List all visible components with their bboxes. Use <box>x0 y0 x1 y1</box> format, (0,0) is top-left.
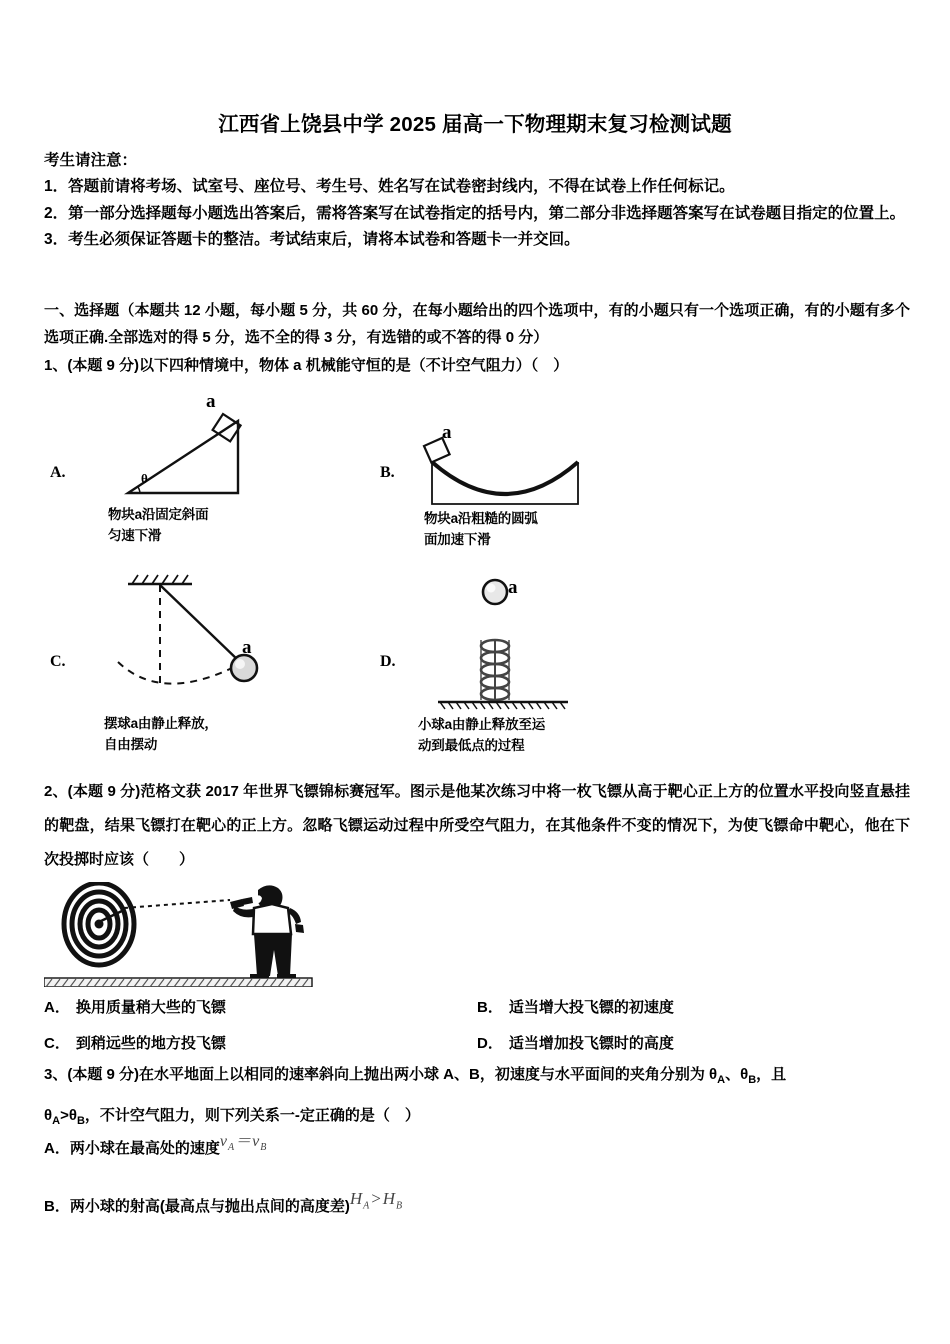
question-3-number: 3、 <box>44 1066 68 1083</box>
question-3-line2-part3: ，不计空气阻力，则下列关系一-定正确的是（ ） <box>84 1107 420 1124</box>
question-3-line2-part2: >θ <box>60 1107 77 1124</box>
notice-item-3: 3．考生必须保证答题卡的整洁。考试结束后，请将本试卷和答题卡一并交回。 <box>44 231 580 248</box>
question-3-option-b-formula <box>349 1189 404 1212</box>
question-3-sub-b: B <box>748 1074 757 1086</box>
question-3-line2-part1: θ <box>44 1107 53 1124</box>
question-2-option-d-text: 适当增加投飞镖时的高度 <box>508 1035 674 1052</box>
question-3-option-a-label: A． <box>44 1140 70 1157</box>
figure-d-caption-line1: 小球a由静止释放至运 <box>418 717 546 732</box>
formula-b-sub2: B <box>396 1200 404 1212</box>
figure-a-caption-line2: 匀速下滑 <box>108 528 162 543</box>
question-1-number: 1、 <box>44 357 68 374</box>
formula-b-sub1: A <box>363 1200 371 1212</box>
question-3-stem-line-1 <box>44 1057 910 1098</box>
figure-b-caption <box>424 508 538 550</box>
question-3-text-part3: ，且 <box>756 1066 787 1083</box>
question-2-block <box>44 775 910 877</box>
formula-b-h1: H <box>349 1189 364 1208</box>
question-3-text-part2: 、θ <box>725 1066 749 1083</box>
question-2-option-a-text: 换用质量稍大些的飞镖 <box>75 999 226 1016</box>
formula-b-h2: H <box>382 1189 396 1208</box>
question-3-line2-sub-b: B <box>76 1115 85 1127</box>
figure-b-object-label: a <box>442 422 452 443</box>
formula-b-rel: > <box>370 1189 383 1208</box>
formula-a-v1: v <box>219 1133 228 1150</box>
question-1-figure-d <box>0 570 950 760</box>
question-2-option-c-text: 到稍远些的地方投飞镖 <box>75 1035 226 1052</box>
section-heading: 一、选择题（本题共 12 小题，每小题 5 分，共 60 分，在每小题给出的四个选项中，有的小题只有一个选项正确，有的小题有多个选项正确.全部选对的得 5 分，选不全的得 3 分，有选错的或不答的得 0 分） <box>44 302 910 346</box>
question-2-option-b-text: 适当增大投飞镖的初速度 <box>508 999 674 1016</box>
question-2-option-b[interactable] <box>477 990 910 1026</box>
formula-a-sub1: A <box>227 1142 236 1154</box>
figure-b-caption-line1: 物块a沿粗糙的圆弧 <box>424 511 538 526</box>
notice-item-2: 2．第一部分选择题每小题选出答案后，需将答案写在试卷指定的括号内，第二部分非选择题答案写在试卷题目指定的位置上。 <box>44 204 906 222</box>
question-2-options <box>44 990 910 1062</box>
question-2-option-d-label: D． <box>477 1035 503 1052</box>
figure-c-caption-line1: 摆球a由静止释放， <box>104 716 218 731</box>
question-2-number: 2、 <box>44 783 68 800</box>
figure-d-letter: D. <box>380 653 396 670</box>
figure-b-caption-line2: 面加速下滑 <box>424 532 491 547</box>
figure-c-caption-line2: 自由摆动 <box>104 737 158 752</box>
formula-a-sub2: B <box>260 1142 268 1154</box>
question-1-text: 以下四种情境中，物体 a 机械能守恒的是（不计空气阻力）（ ） <box>139 357 569 374</box>
formula-a-rel: ＝ <box>235 1133 253 1150</box>
question-3-line2-sub-a: A <box>52 1115 61 1127</box>
dart-throwing-illustration <box>44 882 334 987</box>
figure-a-object-label: a <box>206 391 216 412</box>
question-3-option-b-label: B． <box>44 1198 70 1215</box>
question-2-option-row-1 <box>44 990 910 1026</box>
question-2-figure <box>0 882 950 987</box>
question-2-stem <box>44 775 910 877</box>
question-1-points: (本题 9 分) <box>67 357 140 374</box>
figure-b-letter: B. <box>380 464 395 481</box>
figure-c-object-label: a <box>242 637 252 658</box>
question-3-sub-a: A <box>717 1074 726 1086</box>
question-2-option-c-label: C． <box>44 1035 70 1052</box>
notice-heading: 考生请注意： <box>44 152 138 169</box>
question-2-text: 范格文获 2017 年世界飞镖锦标赛冠军。图示是他某次练习中将一枚飞镖从高于靶心正上方的位置水平投向竖直悬挂的靶盘，结果飞镖打在靶心的正上方。忽略飞镖运动过程中所受空气阻力，在其他条件不变的情况下，为使飞镖命中靶心，他在下次投掷时应该（ ） <box>44 783 911 868</box>
notice-block <box>44 148 910 254</box>
question-2-option-a-label: A． <box>44 999 70 1016</box>
figure-a-caption-line1: 物块a沿固定斜面 <box>108 507 209 522</box>
question-3-option-b-text: 两小球的射高(最高点与抛出点间的高度差) <box>69 1198 350 1215</box>
question-2-option-b-label: B． <box>477 999 503 1016</box>
page-title: 江西省上饶县中学 2025 届高一下物理期末复习检测试题 <box>218 113 732 136</box>
question-3-option-b[interactable] <box>44 1190 910 1229</box>
question-3-points: (本题 9 分) <box>67 1066 140 1083</box>
question-2-points: (本题 9 分) <box>67 783 141 800</box>
figure-a-letter: A. <box>50 464 66 481</box>
figure-c-letter: C. <box>50 653 66 670</box>
figure-d-object-label: a <box>508 577 518 598</box>
question-1-stem <box>44 352 910 379</box>
figure-a-angle-label: θ <box>141 471 148 486</box>
formula-a-v2: v <box>252 1133 261 1150</box>
question-3-option-a[interactable] <box>44 1133 910 1171</box>
question-3-block <box>44 1057 910 1139</box>
question-3-option-a-formula <box>219 1133 268 1154</box>
figure-d-caption <box>418 714 545 756</box>
notice-item-1: 1．答题前请将考场、试室号、座位号、考生号、姓名写在试卷密封线内，不得在试卷上作任何标记。 <box>44 178 735 195</box>
question-2-option-a[interactable] <box>44 990 477 1026</box>
question-3-text-part1: 在水平地面上以相同的速率斜向上抛出两小球 A、B，初速度与水平面间的夹角分别为 θ <box>139 1066 718 1083</box>
spring-and-ball-icon <box>420 574 620 714</box>
question-1-figure-b <box>0 420 950 570</box>
question-3-option-a-text: 两小球在最高处的速度 <box>69 1140 220 1157</box>
figure-d-caption-line2: 动到最低点的过程 <box>418 738 525 753</box>
